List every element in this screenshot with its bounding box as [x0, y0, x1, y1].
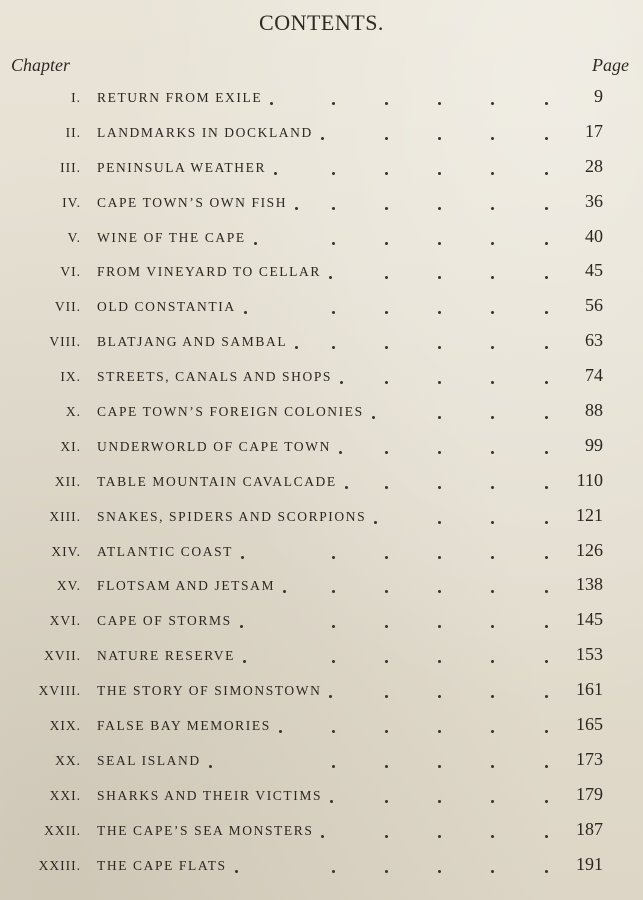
leader-dot — [491, 765, 494, 768]
leader-dot — [545, 172, 548, 175]
leader-dot — [545, 346, 548, 349]
leader-dot — [491, 451, 494, 454]
leader-dot — [491, 800, 494, 803]
chapter-title: PENINSULA WEATHER — [97, 159, 267, 175]
chapter-title: BLATJANG AND SAMBAL — [97, 334, 288, 350]
page-number: 126 — [576, 539, 603, 560]
leader-dot — [385, 765, 388, 768]
leader-dot — [209, 765, 212, 768]
leader-dot — [545, 590, 548, 593]
chapter-number: IX. — [60, 369, 81, 385]
toc-entry — [0, 361, 643, 396]
leader-dot — [385, 381, 388, 384]
leader-dot — [545, 102, 548, 105]
chapter-number: VII. — [54, 299, 81, 315]
leader-dot — [545, 137, 548, 140]
leader-dot — [438, 172, 441, 175]
toc-entry — [0, 815, 643, 850]
leader-dot — [340, 381, 343, 384]
leader-dot — [545, 556, 548, 559]
leader-dot — [545, 276, 548, 279]
leader-dot — [545, 730, 548, 733]
chapter-number: XVI. — [49, 613, 81, 629]
chapter-title: SHARKS AND THEIR VICTIMS — [97, 787, 323, 803]
page-number: 173 — [576, 748, 603, 769]
chapter-title: NATURE RESERVE — [97, 648, 235, 664]
leader-dot — [329, 276, 332, 279]
leader-dot — [332, 346, 335, 349]
leader-dot — [438, 276, 441, 279]
toc-entry — [0, 187, 643, 222]
leader-dot — [385, 556, 388, 559]
page-number: 63 — [585, 330, 603, 351]
toc-entry — [0, 675, 643, 710]
leader-dot — [438, 207, 441, 210]
chapter-number: II. — [65, 124, 81, 140]
chapter-number: V. — [67, 229, 81, 245]
chapter-number: VIII. — [49, 334, 81, 350]
chapter-number: XIV. — [51, 543, 81, 559]
leader-dot — [321, 137, 324, 140]
leader-dot — [385, 242, 388, 245]
leader-dot — [385, 870, 388, 873]
leader-dot — [491, 242, 494, 245]
leader-dot — [438, 416, 441, 419]
leader-dot — [385, 276, 388, 279]
leader-dot — [438, 590, 441, 593]
leader-dot — [385, 660, 388, 663]
toc-entry — [0, 640, 643, 675]
leader-dot — [332, 242, 335, 245]
page-number: 9 — [594, 86, 603, 106]
chapter-number: IV. — [62, 194, 81, 210]
chapter-title: SNAKES, SPIDERS AND SCORPIONS — [97, 508, 367, 524]
page-number: 145 — [576, 609, 603, 630]
leader-dot — [438, 346, 441, 349]
leader-dot — [385, 207, 388, 210]
toc-entry — [0, 431, 643, 466]
chapter-number: XXI. — [49, 787, 81, 803]
leader-dot — [374, 521, 377, 524]
chapter-column-header: Chapter — [11, 55, 71, 75]
leader-dot — [332, 660, 335, 663]
page-number: 161 — [576, 679, 603, 700]
leader-dot — [243, 660, 246, 663]
page-number: 179 — [576, 783, 603, 804]
leader-dot — [491, 311, 494, 314]
page-number: 88 — [585, 400, 603, 421]
page-number: 191 — [576, 853, 603, 874]
chapter-title: STREETS, CANALS AND SHOPS — [97, 369, 333, 385]
leader-dot — [385, 590, 388, 593]
leader-dot — [332, 870, 335, 873]
chapter-title: ATLANTIC COAST — [97, 543, 234, 559]
leader-dot — [545, 207, 548, 210]
chapter-number: XXIII. — [38, 857, 81, 873]
toc-entry — [0, 745, 643, 780]
leader-dot — [295, 346, 298, 349]
leader-dot — [491, 137, 494, 140]
leader-dot — [372, 416, 375, 419]
toc-entry — [0, 222, 643, 257]
chapter-title: FROM VINEYARD TO CELLAR — [97, 264, 321, 280]
page-number: 40 — [585, 225, 603, 246]
chapter-number: I. — [71, 90, 81, 105]
leader-dot — [332, 556, 335, 559]
leader-dot — [438, 311, 441, 314]
leader-dot — [491, 835, 494, 838]
leader-dot — [332, 590, 335, 593]
chapter-title: LANDMARKS IN DOCKLAND — [97, 124, 313, 140]
leader-dot — [241, 556, 244, 559]
toc-entry — [0, 117, 643, 152]
leader-dot — [235, 870, 238, 873]
toc-entry — [0, 710, 643, 745]
chapter-title: CAPE OF STORMS — [97, 613, 232, 629]
leader-dot — [491, 660, 494, 663]
leader-dot — [438, 137, 441, 140]
leader-dot — [491, 346, 494, 349]
toc-entry — [0, 82, 643, 117]
chapter-number: XII. — [54, 473, 81, 489]
toc-entry — [0, 466, 643, 501]
chapter-title: RETURN FROM EXILE — [97, 90, 263, 105]
leader-dot — [438, 242, 441, 245]
leader-dot — [438, 835, 441, 838]
leader-dot — [438, 625, 441, 628]
leader-dot — [545, 242, 548, 245]
toc-entry — [0, 256, 643, 291]
chapter-title: UNDERWORLD OF CAPE TOWN — [97, 438, 331, 454]
page-column-header: Page — [592, 55, 629, 75]
leader-dot — [240, 625, 243, 628]
leader-dot — [491, 870, 494, 873]
leader-dot — [438, 800, 441, 803]
leader-dot — [385, 102, 388, 105]
leader-dot — [545, 416, 548, 419]
chapter-number: XVIII. — [38, 683, 81, 699]
page-number: 165 — [576, 714, 603, 735]
page-number: 74 — [585, 365, 603, 386]
leader-dot — [385, 311, 388, 314]
page-number: 121 — [576, 504, 603, 525]
page-number: 17 — [585, 120, 603, 141]
leader-dot — [438, 486, 441, 489]
chapter-title: THE CAPE’S SEA MONSTERS — [97, 822, 314, 838]
table-of-contents — [0, 82, 643, 884]
chapter-number: XV. — [56, 578, 81, 594]
chapter-number: XIII. — [49, 508, 81, 524]
leader-dot — [545, 835, 548, 838]
toc-entry — [0, 501, 643, 536]
leader-dot — [491, 556, 494, 559]
page-number: 153 — [576, 644, 603, 665]
leader-dot — [295, 207, 298, 210]
leader-dot — [385, 172, 388, 175]
leader-dot — [332, 207, 335, 210]
leader-dot — [385, 625, 388, 628]
page-number: 99 — [585, 434, 603, 455]
leader-dot — [345, 486, 348, 489]
leader-dot — [491, 695, 494, 698]
leader-dot — [254, 242, 257, 245]
page-title: CONTENTS. — [259, 10, 384, 35]
leader-dot — [385, 730, 388, 733]
chapter-title: FLOTSAM AND JETSAM — [97, 578, 276, 594]
leader-dot — [491, 102, 494, 105]
leader-dot — [438, 660, 441, 663]
chapter-number: XVII. — [44, 648, 81, 664]
leader-dot — [545, 870, 548, 873]
leader-dot — [244, 311, 247, 314]
leader-dot — [332, 102, 335, 105]
toc-entry — [0, 780, 643, 815]
leader-dot — [385, 346, 388, 349]
leader-dot — [491, 590, 494, 593]
leader-dot — [438, 870, 441, 873]
page-number: 56 — [585, 295, 603, 316]
chapter-title: CAPE TOWN’S OWN FISH — [97, 194, 288, 210]
leader-dot — [545, 486, 548, 489]
chapter-title: THE STORY OF SIMONSTOWN — [97, 683, 322, 699]
leader-dot — [270, 102, 273, 105]
page-number: 187 — [576, 818, 603, 839]
toc-entry — [0, 326, 643, 361]
leader-dot — [438, 381, 441, 384]
chapter-number: XIX. — [49, 718, 81, 734]
leader-dot — [545, 521, 548, 524]
toc-entry — [0, 570, 643, 605]
toc-entry — [0, 291, 643, 326]
chapter-title: SEAL ISLAND — [97, 752, 201, 768]
chapter-number: XXII. — [44, 822, 81, 838]
leader-dot — [545, 625, 548, 628]
leader-dot — [329, 695, 332, 698]
leader-dot — [332, 625, 335, 628]
leader-dot — [491, 381, 494, 384]
chapter-title: FALSE BAY MEMORIES — [97, 718, 271, 734]
toc-entry — [0, 605, 643, 640]
toc-entry — [0, 536, 643, 571]
toc-entry — [0, 850, 643, 885]
leader-dot — [491, 207, 494, 210]
leader-dot — [385, 835, 388, 838]
leader-dot — [332, 730, 335, 733]
leader-dot — [385, 800, 388, 803]
leader-dot — [491, 625, 494, 628]
chapter-number: III. — [60, 159, 81, 175]
leader-dot — [491, 276, 494, 279]
chapter-title: CAPE TOWN’S FOREIGN COLONIES — [97, 404, 364, 420]
chapter-title: OLD CONSTANTIA — [97, 299, 236, 315]
leader-dot — [274, 172, 277, 175]
leader-dot — [321, 835, 324, 838]
leader-dot — [339, 451, 342, 454]
chapter-number: X. — [65, 404, 81, 420]
leader-dot — [332, 765, 335, 768]
leader-dot — [491, 730, 494, 733]
leader-dot — [438, 730, 441, 733]
leader-dot — [332, 172, 335, 175]
page-number: 45 — [585, 260, 603, 281]
chapter-title: WINE OF THE CAPE — [97, 229, 246, 245]
leader-dot — [545, 765, 548, 768]
toc-entry — [0, 152, 643, 187]
leader-dot — [545, 800, 548, 803]
leader-dot — [438, 556, 441, 559]
chapter-number: VI. — [60, 264, 81, 280]
leader-dot — [330, 800, 333, 803]
leader-dot — [438, 451, 441, 454]
leader-dot — [545, 451, 548, 454]
leader-dot — [438, 765, 441, 768]
page-number: 138 — [576, 574, 603, 595]
leader-dot — [385, 695, 388, 698]
chapter-title: THE CAPE FLATS — [97, 857, 227, 873]
leader-dot — [332, 311, 335, 314]
leader-dot — [283, 590, 286, 593]
leader-dot — [438, 521, 441, 524]
leader-dot — [385, 486, 388, 489]
page-number: 36 — [585, 190, 603, 211]
leader-dot — [491, 521, 494, 524]
leader-dot — [438, 102, 441, 105]
leader-dot — [545, 381, 548, 384]
page-number: 28 — [585, 155, 603, 176]
leader-dot — [385, 137, 388, 140]
leader-dot — [545, 311, 548, 314]
chapter-number: XI. — [60, 438, 81, 454]
leader-dot — [385, 451, 388, 454]
toc-entry — [0, 396, 643, 431]
leader-dot — [438, 695, 441, 698]
leader-dot — [491, 416, 494, 419]
page-number: 110 — [576, 469, 603, 490]
chapter-number: XX. — [55, 752, 81, 768]
chapter-title: TABLE MOUNTAIN CAVALCADE — [97, 473, 337, 489]
leader-dot — [491, 486, 494, 489]
leader-dot — [545, 660, 548, 663]
leader-dot — [545, 695, 548, 698]
leader-dot — [491, 172, 494, 175]
leader-dot — [279, 730, 282, 733]
